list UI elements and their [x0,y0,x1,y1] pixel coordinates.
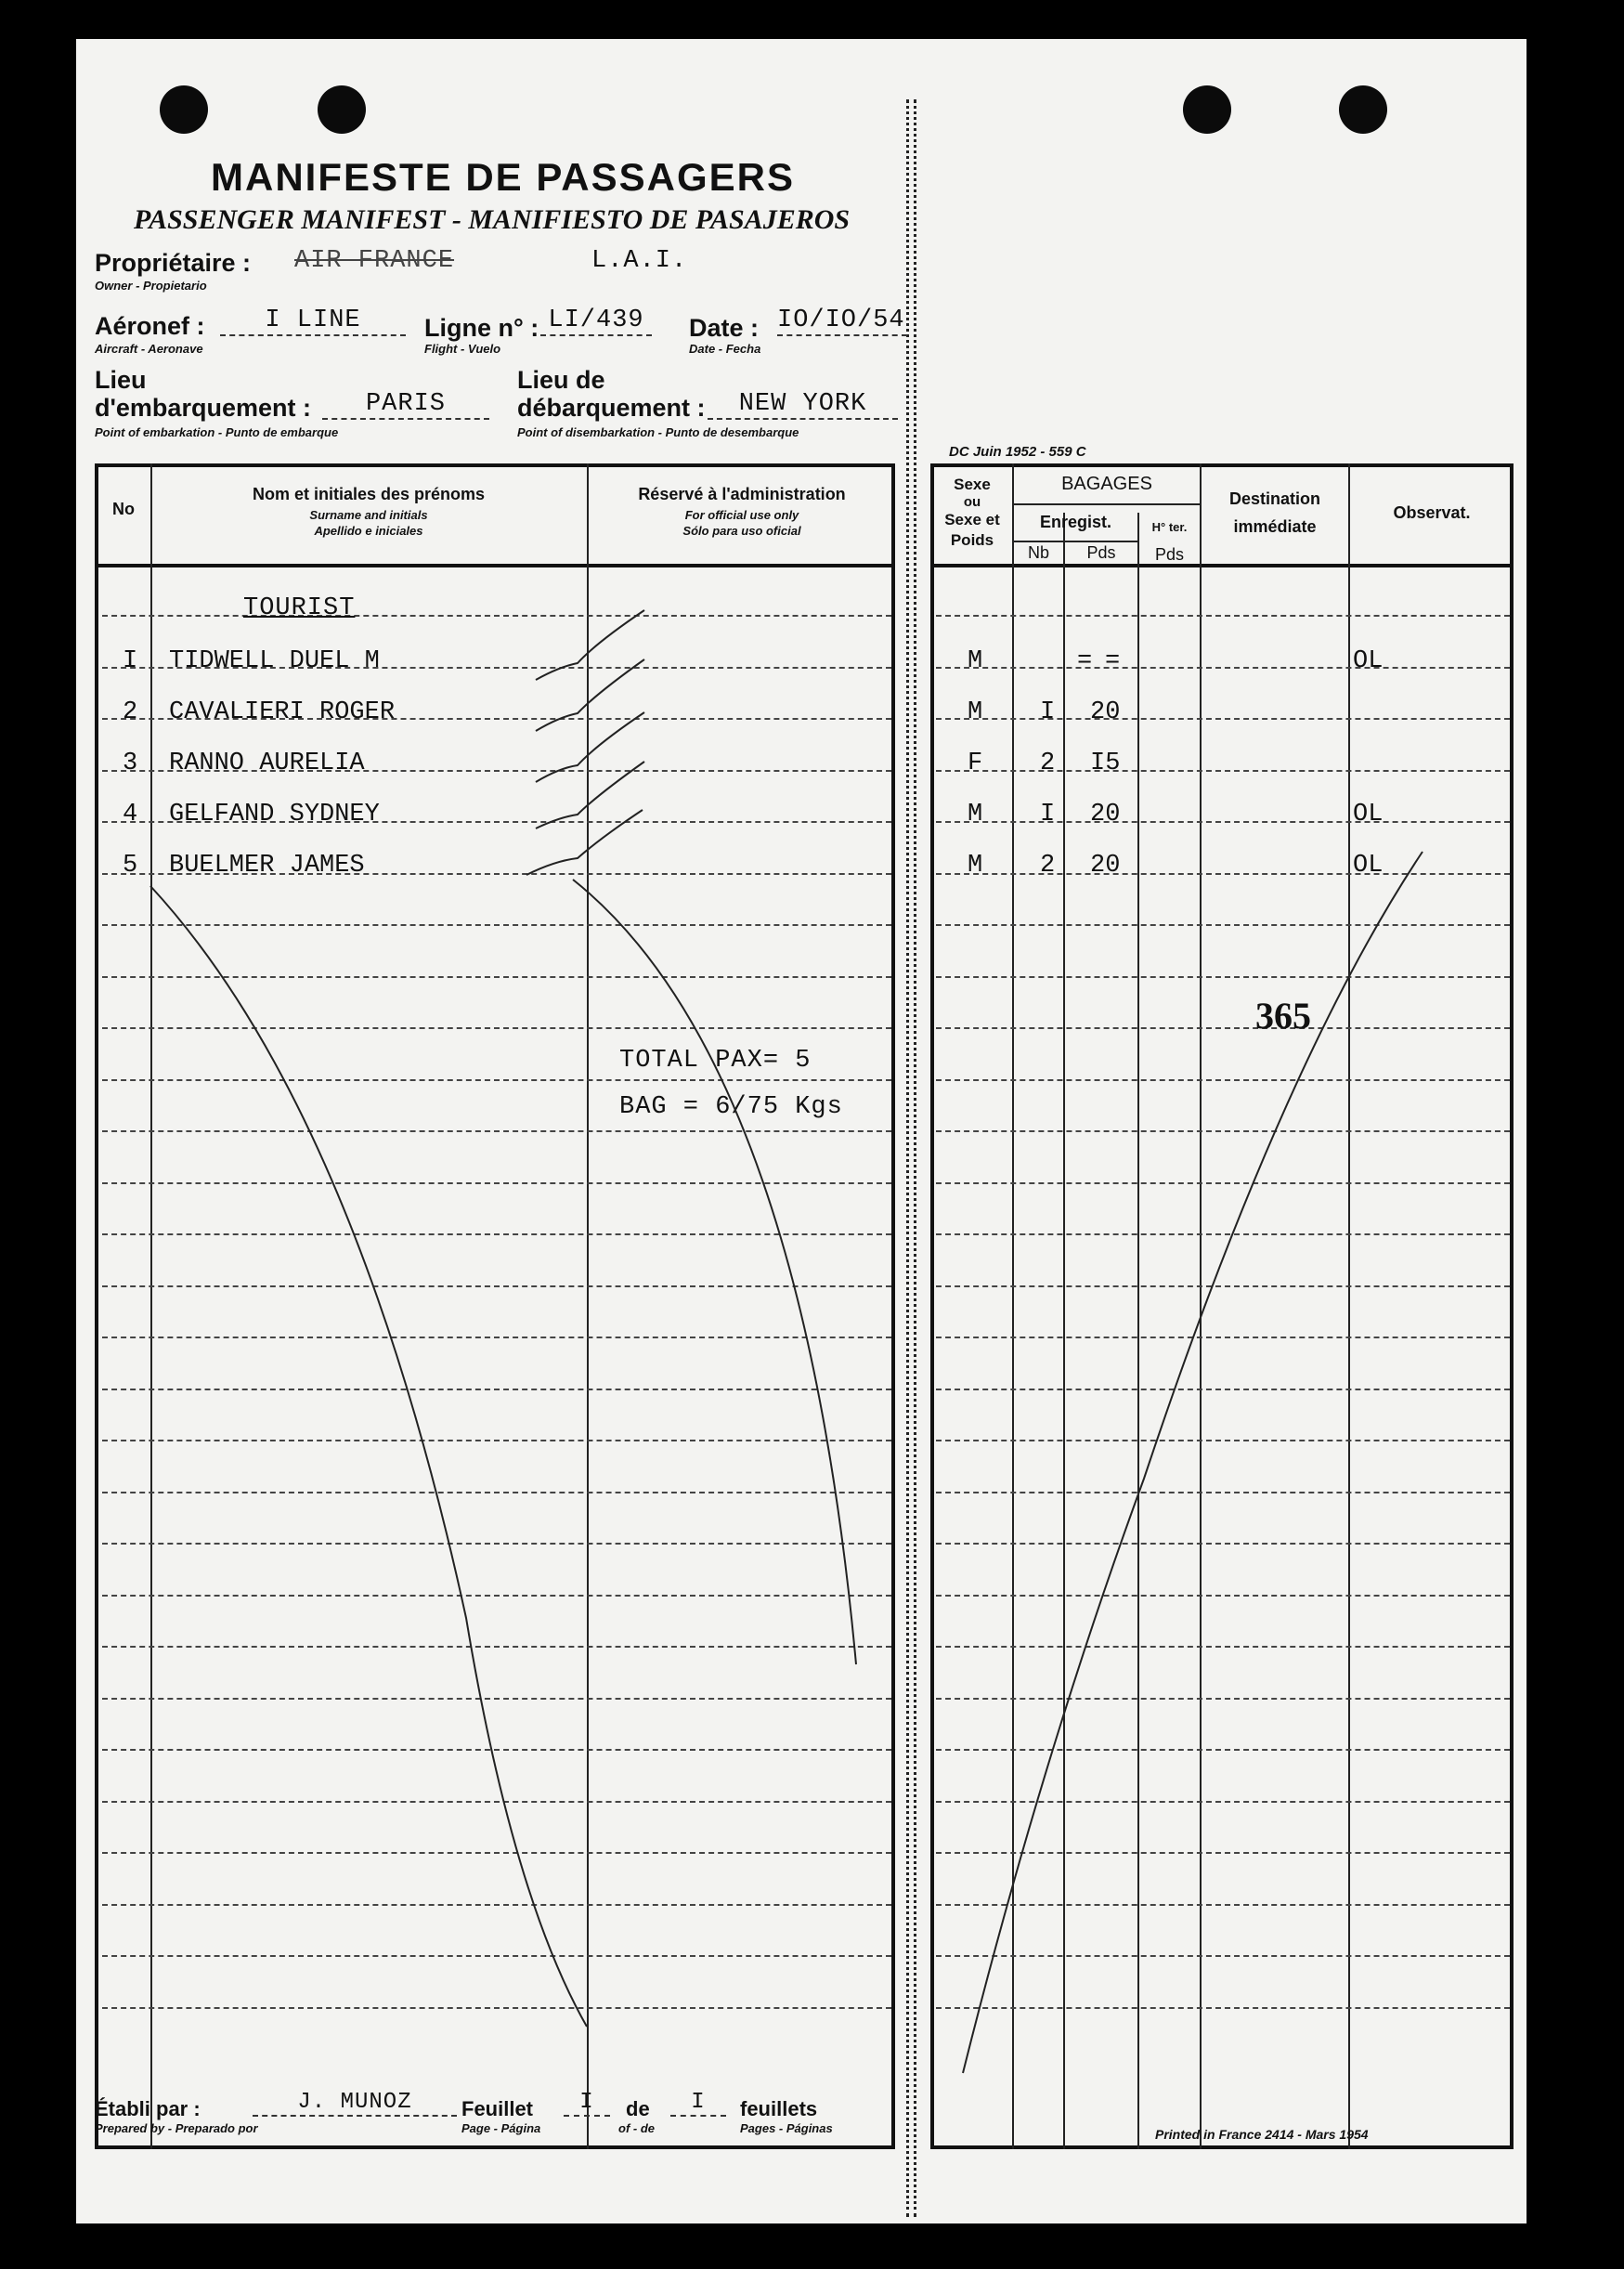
row-sex: M [968,852,983,880]
row-nb: I [1040,698,1056,726]
col-hand: H° ter. [1151,520,1188,534]
pages-label: feuillets [740,2097,818,2120]
printed-note: Printed in France 2414 - Mars 1954 [1155,2127,1369,2142]
row-pds: 20 [1090,698,1121,726]
flight-value: LI/439 [540,306,652,336]
embark-label-2: d'embarquement : [95,394,311,422]
check-mark-2 [536,659,644,731]
row-no: 5 [123,852,138,880]
of-value: I [670,2090,726,2117]
of-sub: of - de [618,2121,655,2135]
sheet-sub: Page - Página [461,2121,541,2135]
embark-sub: Point of embarkation - Punto de embarque [95,425,339,439]
check-mark-4 [536,762,644,828]
page-subtitle: PASSENGER MANIFEST - MANIFIESTO DE PASAJEROS [134,204,851,235]
row-pds: 20 [1090,852,1121,880]
aircraft-label: Aéronef : [95,312,205,340]
col-admin-sub2: Sólo para uso oficial [682,524,801,538]
strike-curve-right [963,852,1423,2073]
section-label: TOURIST [243,594,356,622]
pages-sub: Pages - Páginas [740,2121,833,2135]
stamp-number: 365 [1255,995,1311,1037]
col-destination-1: Destination [1228,489,1320,508]
col-sex-3: Sexe et [944,511,1000,528]
embark-value: PARIS [322,390,489,420]
row-name: TIDWELL DUEL M [169,647,380,675]
owner-value: L.A.I. [591,247,688,275]
row-name: CAVALIERI ROGER [169,698,396,726]
disembark-label-1: Lieu de [517,366,605,394]
row-obs: OL [1353,801,1384,828]
flight-sub: Flight - Vuelo [424,342,501,356]
row-pds: = [1105,647,1121,675]
sheet-value: I [564,2090,610,2117]
owner-sub: Owner - Propietario [95,279,207,293]
handwritten-marks [76,39,1527,2223]
disembark-label-2: débarquement : [517,394,706,422]
disembark-value: NEW YORK [708,390,898,420]
row-nb: = [1077,647,1093,675]
row-pds: I5 [1090,750,1121,777]
total-pax: TOTAL PAX= 5 [619,1047,812,1075]
col-sex-2: ou [963,494,981,510]
sheet-label: Feuillet [461,2097,534,2120]
page-title: MANIFESTE DE PASSAGERS [211,155,795,199]
col-name-sub1: Surname and initials [309,508,428,522]
row-obs: OL [1353,647,1384,675]
row-no: 3 [123,750,138,777]
check-mark-1 [536,610,644,680]
aircraft-value: I LINE [220,306,406,336]
row-sex: M [968,801,983,828]
col-admin-sub1: For official use only [684,508,799,522]
col-nb-label: Nb [1027,543,1049,562]
owner-struck: AIR FRANCE [294,247,455,275]
col-admin: Réservé à l'administration [638,485,846,503]
prepared-label: Établi par : [95,2097,201,2120]
embark-label-1: Lieu [95,366,147,394]
row-nb: 2 [1040,852,1056,880]
of-label: de [626,2097,650,2120]
col-sex-4: Poids [950,531,994,549]
row-no: I [123,647,138,675]
col-destination-2: immédiate [1233,517,1317,536]
total-bag: BAG = 6/75 Kgs [619,1093,843,1121]
col-hand-pds: Pds [1154,545,1185,564]
row-no: 4 [123,801,138,828]
prepared-value: J. MUNOZ [253,2090,457,2117]
row-obs: OL [1353,852,1384,880]
col-baggage: BAGAGES [1061,474,1152,494]
prepared-sub: Prepared by - Preparado por [95,2121,258,2135]
row-name: RANNO AURELIA [169,750,365,777]
owner-label: Propriétaire : [95,249,252,277]
col-name: Nom et initiales des prénoms [252,485,486,503]
row-name: BUELMER JAMES [169,852,365,880]
row-pds: 20 [1090,801,1121,828]
strike-curve-left [150,886,587,2027]
col-pds: Pds [1086,543,1116,562]
row-sex: F [968,750,983,777]
row-name: GELFAND SYDNEY [169,801,380,828]
row-no: 2 [123,698,138,726]
manifest-page [76,39,1527,2223]
col-sex-1: Sexe [954,476,991,493]
col-observ: Observat. [1393,503,1471,522]
flight-label: Ligne n° : [424,314,539,342]
form-code: DC Juin 1952 - 559 C [949,444,1086,460]
col-registered: Enregist. [1039,513,1112,531]
disembark-sub: Point of disembarkation - Punto de desembarque [517,425,799,439]
row-nb: I [1040,801,1056,828]
col-name-sub2: Apellido e iniciales [314,524,423,538]
row-nb: 2 [1040,750,1056,777]
aircraft-sub: Aircraft - Aeronave [95,342,203,356]
date-value: IO/IO/54 [777,306,907,336]
col-no: No [112,500,135,518]
date-sub: Date - Fecha [689,342,761,356]
strike-curve-middle [573,880,856,1664]
date-label: Date : [689,314,760,342]
check-mark-5 [526,810,643,875]
row-sex: M [968,698,983,726]
row-sex: M [968,647,983,675]
